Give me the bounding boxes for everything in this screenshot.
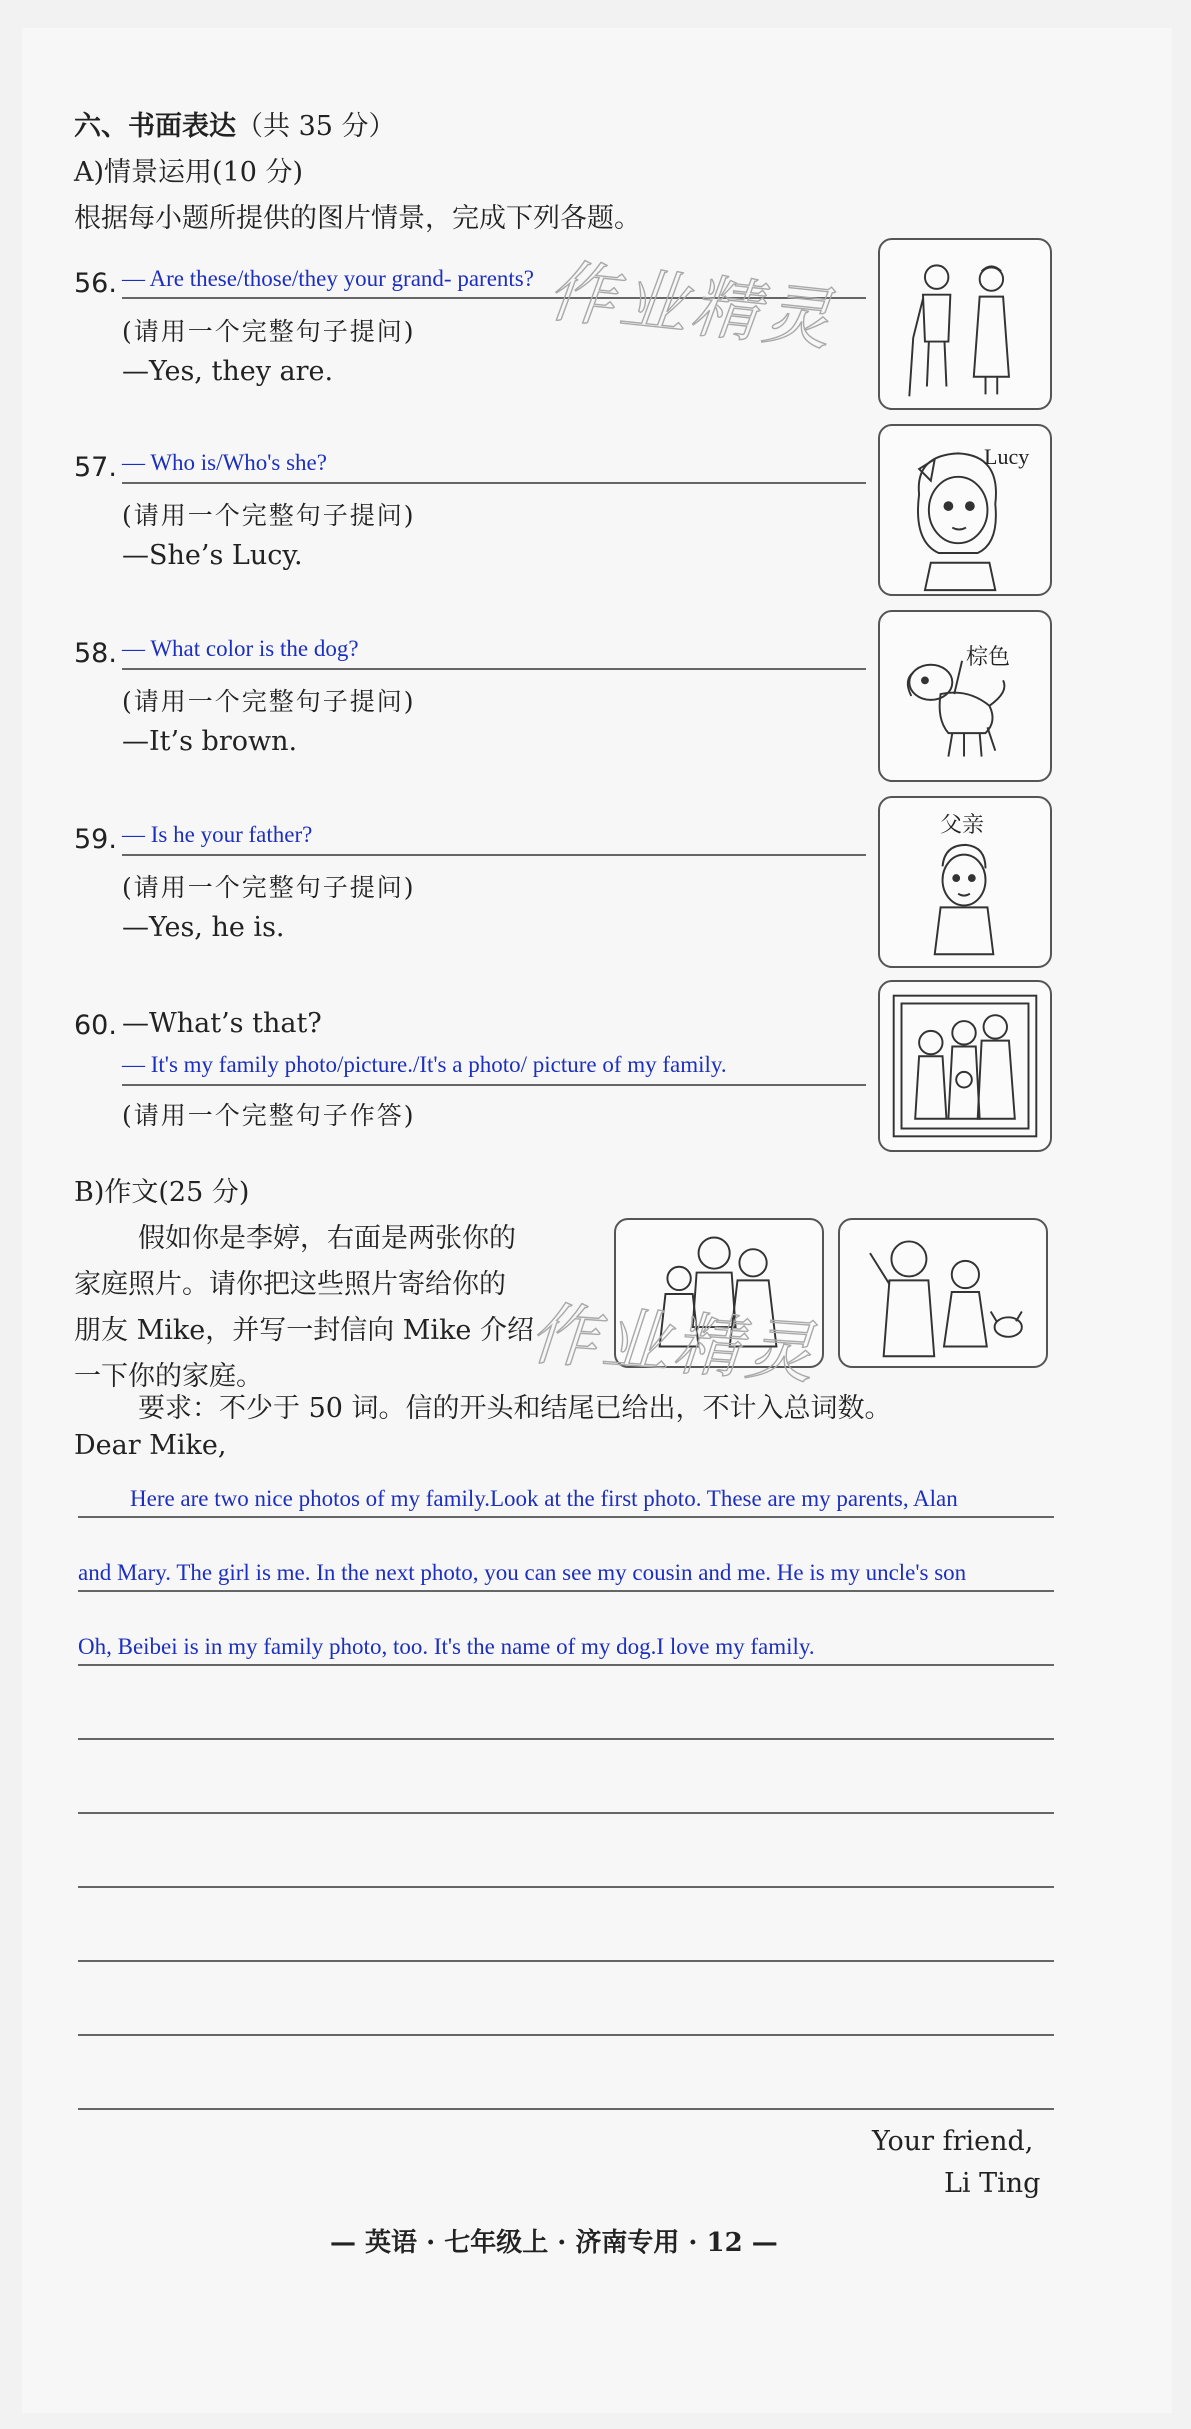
part-a-title: A)情景运用(10 分): [74, 157, 304, 188]
letter-greeting: Dear Mike,: [74, 1430, 227, 1461]
question-number: 58.: [74, 638, 117, 669]
section-title-text: 六、书面表达: [74, 111, 236, 142]
section-title: [74, 104, 396, 143]
writing-line: [78, 1886, 1054, 1888]
grandparents-illustration: [880, 240, 1050, 408]
family-photo-illustration: [880, 982, 1050, 1150]
page-footer: — 英语 · 七年级上 · 济南专用 · 12 —: [330, 2228, 778, 2258]
prompt-line: 家庭照片。请你把这些照片寄给你的: [74, 1269, 506, 1300]
answer-line: [122, 668, 866, 670]
answer-text: — What color is the dog?: [122, 636, 359, 661]
letter-closing: Your friend,: [872, 2126, 1034, 2157]
answer-line: [122, 854, 866, 856]
essay-line: Oh, Beibei is in my family photo, too. It's the name of my dog.I love my family.: [78, 1634, 815, 1659]
grandparents-picture: [878, 238, 1052, 410]
picture-label: 父亲: [940, 813, 985, 838]
picture-label: Lucy: [984, 444, 1030, 469]
family-photo-2: [838, 1218, 1048, 1368]
question-reply: —It’s brown.: [122, 726, 298, 757]
question-number: 57.: [74, 452, 117, 483]
writing-line: [78, 1590, 1054, 1592]
question-number: 56.: [74, 268, 117, 299]
answer-line: [122, 1084, 866, 1086]
watermark-text: 作业精灵: [527, 1295, 821, 1394]
dog-picture: [878, 610, 1052, 782]
answer-text: — It's my family photo/picture./It's a photo/ picture of my family.: [122, 1052, 727, 1077]
essay-line: Here are two nice photos of my family.Look at the first photo. These are my parents, Alan: [130, 1486, 958, 1511]
writing-line: [78, 1738, 1054, 1740]
writing-line: [78, 1812, 1054, 1814]
prompt-line: 一下你的家庭。: [74, 1361, 263, 1392]
question-hint: (请用一个完整句子提问): [122, 501, 416, 530]
part-a-instruction: 根据每小题所提供的图片情景，完成下列各题。: [74, 203, 641, 234]
question-hint: (请用一个完整句子提问): [122, 317, 416, 346]
answer-text: — Are these/those/they your grand- parents?: [122, 266, 534, 291]
family-photo-picture: [878, 980, 1052, 1152]
writing-line: [78, 1664, 1054, 1666]
picture-label: 棕色: [966, 645, 1011, 670]
father-picture: [878, 796, 1052, 968]
question-reply: —Yes, he is.: [122, 912, 285, 943]
writing-line: [78, 2108, 1054, 2110]
section-score: （共 35 分）: [236, 111, 396, 142]
lucy-picture: [878, 424, 1052, 596]
question-reply: —She’s Lucy.: [122, 540, 303, 571]
writing-line: [78, 1960, 1054, 1962]
prompt-line: 朋友 Mike，并写一封信向 Mike 介绍: [74, 1315, 534, 1346]
writing-line: [78, 1516, 1054, 1518]
question-number: 59.: [74, 824, 117, 855]
question-hint: (请用一个完整句子作答): [122, 1101, 416, 1130]
question-prompt: —What’s that?: [122, 1008, 322, 1039]
watermark-text: 作业精灵: [544, 252, 839, 361]
answer-text: — Who is/Who's she?: [122, 450, 327, 475]
question-hint: (请用一个完整句子提问): [122, 687, 416, 716]
answer-text: — Is he your father?: [122, 822, 313, 847]
family-photo-2-illustration: [840, 1220, 1046, 1366]
prompt-line: 假如你是李婷，右面是两张你的: [138, 1223, 516, 1254]
writing-line: [78, 2034, 1054, 2036]
answer-line: [122, 482, 866, 484]
essay-requirement: 要求：不少于 50 词。信的开头和结尾已给出，不计入总词数。: [138, 1393, 892, 1424]
question-hint: (请用一个完整句子提问): [122, 873, 416, 902]
essay-line: and Mary. The girl is me. In the next photo, you can see my cousin and me. He is my uncle's son: [78, 1560, 967, 1585]
part-b-title: B)作文(25 分): [74, 1177, 250, 1208]
question-number: 60.: [74, 1010, 117, 1041]
dog-illustration: [880, 612, 1050, 780]
question-reply: —Yes, they are.: [122, 356, 334, 387]
letter-signature: Li Ting: [944, 2168, 1041, 2199]
